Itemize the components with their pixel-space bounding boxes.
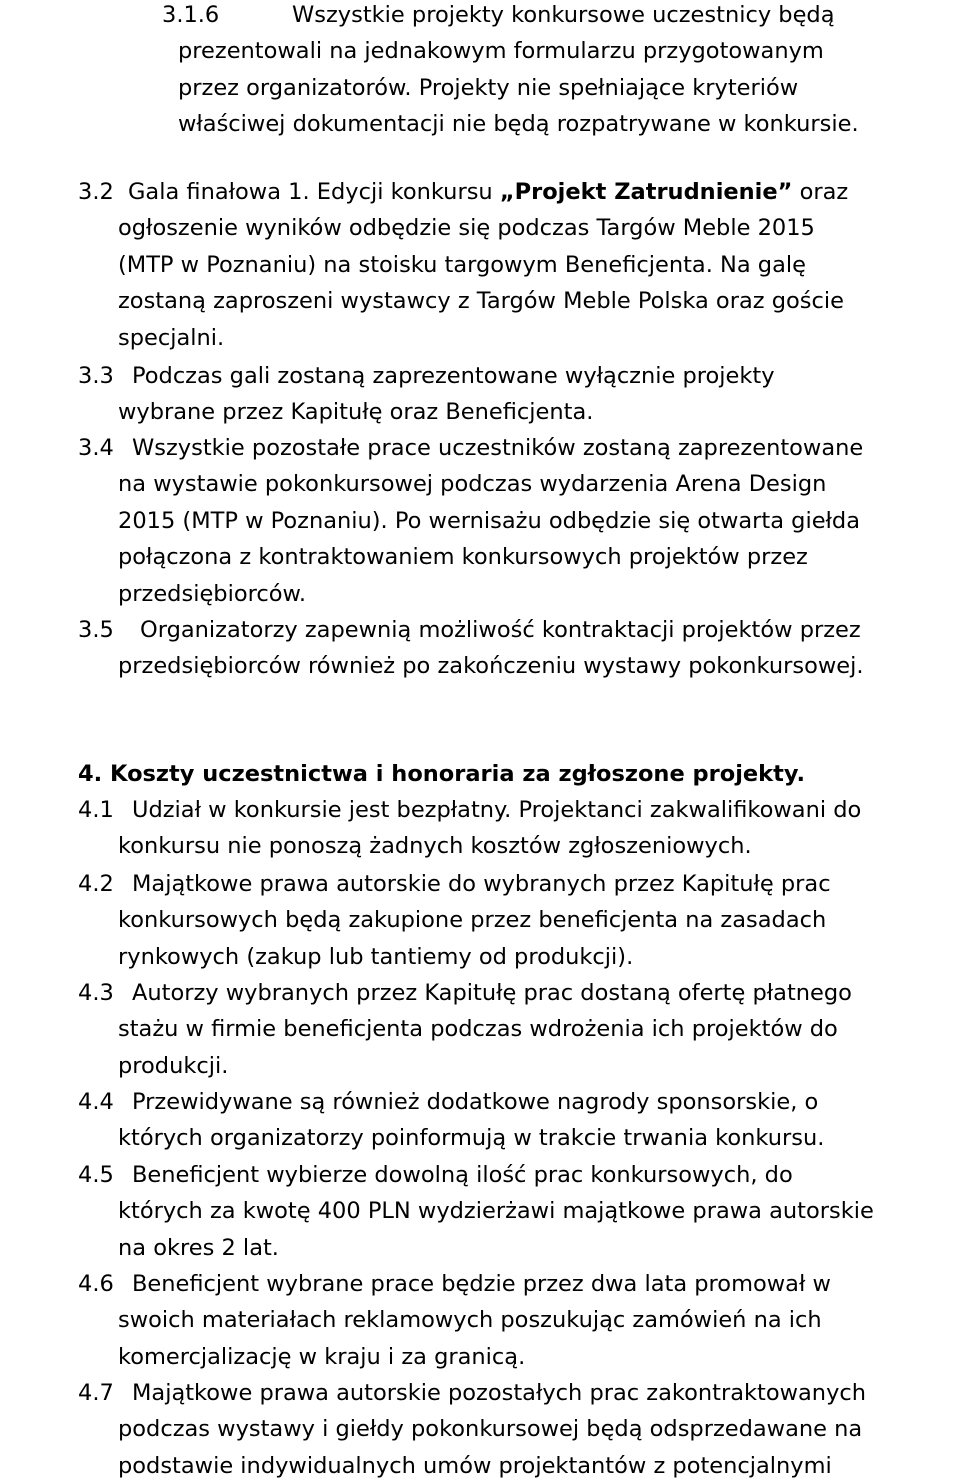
paragraph-line: podczas wystawy i giełdy pokonkursowej będą odsprzedawane na xyxy=(118,1416,863,1443)
paragraph-4-4 xyxy=(78,1084,948,1159)
paragraph-4-3 xyxy=(78,975,948,1087)
item-number: 4.3 xyxy=(78,980,114,1006)
item-number: 4.1 xyxy=(78,797,114,823)
paragraph-4-5 xyxy=(78,1157,953,1269)
paragraph-line: Beneficjent wybrane prace będzie przez dwa lata promował w xyxy=(132,1271,831,1297)
paragraph-4-2 xyxy=(78,866,948,978)
paragraph-4-7 xyxy=(78,1375,958,1479)
item-number: 4.2 xyxy=(78,871,114,897)
paragraph-line: Wszystkie projekty konkursowe uczestnicy będą xyxy=(292,2,835,28)
paragraph-line: Udział w konkursie jest bezpłatny. Projektanci zakwalifikowani do xyxy=(132,797,862,823)
paragraph-3-5 xyxy=(78,612,953,687)
item-number: 4.4 xyxy=(78,1089,114,1115)
paragraph-line: specjalni. xyxy=(118,324,225,351)
item-number: 3.3 xyxy=(78,363,114,389)
paragraph-line: produkcji. xyxy=(118,1052,229,1079)
paragraph-3-2 xyxy=(78,174,948,359)
paragraph-line: rynkowych (zakup lub tantiemy od produkcji). xyxy=(118,943,634,970)
section-heading: 4. Koszty uczestnictwa i honoraria za zgłoszone projekty. xyxy=(78,761,806,787)
paragraph-line: swoich materiałach reklamowych poszukując zamówień na ich xyxy=(118,1307,822,1334)
paragraph-line: na okres 2 lat. xyxy=(118,1234,279,1261)
paragraph-line: stażu w firmie beneficjenta podczas wdrożenia ich projektów do xyxy=(118,1016,838,1043)
paragraph-line: Wszystkie pozostałe prace uczestników zostaną zaprezentowane xyxy=(132,435,864,461)
paragraph-line: Podczas gali zostaną zaprezentowane wyłącznie projekty xyxy=(132,363,775,389)
paragraph-line: zostaną zaproszeni wystawcy z Targów Meble Polska oraz goście xyxy=(118,288,844,315)
paragraph-line: Majątkowe prawa autorskie do wybranych przez Kapitułę prac xyxy=(132,871,831,897)
paragraph-line: przedsiębiorców również po zakończeniu wystawy pokonkursowej. xyxy=(118,653,864,680)
paragraph-line: wybrane przez Kapitułę oraz Beneficjenta. xyxy=(118,399,594,426)
paragraph-line: właściwej dokumentacji nie będą rozpatrywane w konkursie. xyxy=(178,111,859,138)
paragraph-first-line xyxy=(128,174,848,210)
paragraph-3-4 xyxy=(78,430,953,615)
paragraph-line: 2015 (MTP w Poznaniu). Po wernisażu odbędzie się otwarta giełda xyxy=(118,507,861,534)
paragraph-line: (MTP w Poznaniu) na stoisku targowym Beneficjenta. Na galę xyxy=(118,251,806,278)
paragraph-line: przedsiębiorców. xyxy=(118,580,306,607)
paragraph-line: ogłoszenie wyników odbędzie się podczas Targów Meble 2015 xyxy=(118,215,815,242)
paragraph-line: komercjalizację w kraju i za granicą. xyxy=(118,1343,526,1370)
item-number: 4.5 xyxy=(78,1162,114,1188)
text-run: Gala finałowa 1. Edycji konkursu xyxy=(128,179,500,205)
item-number: 3.5 xyxy=(78,617,114,643)
item-number: 4.6 xyxy=(78,1271,114,1297)
item-number: 3.1.6 xyxy=(162,2,220,28)
paragraph-line: Organizatorzy zapewnią możliwość kontraktacji projektów przez xyxy=(140,617,861,643)
paragraph-line: podstawie indywidualnych umów projektantów z potencjalnymi xyxy=(118,1452,832,1479)
paragraph-line: których za kwotę 400 PLN wydzierżawi majątkowe prawa autorskie xyxy=(118,1198,874,1225)
paragraph-line: prezentowali na jednakowym formularzu przygotowanym xyxy=(178,38,824,65)
paragraph-line: Autorzy wybranych przez Kapitułę prac dostaną ofertę płatnego xyxy=(132,980,852,1006)
item-number: 3.2 xyxy=(78,179,114,205)
paragraph-line: Przewidywane są również dodatkowe nagrody sponsorskie, o xyxy=(132,1089,819,1115)
project-name: „Projekt Zatrudnienie” xyxy=(499,179,793,205)
paragraph-line: konkursowych będą zakupione przez beneficjenta na zasadach xyxy=(118,907,827,934)
text-run: oraz xyxy=(792,179,849,205)
item-number: 3.4 xyxy=(78,435,114,461)
item-number: 4.7 xyxy=(78,1380,114,1406)
paragraph-4-1 xyxy=(78,792,948,867)
paragraph-3-1-6 xyxy=(162,0,952,147)
paragraph-3-3 xyxy=(78,358,948,433)
paragraph-line: połączona z kontraktowaniem konkursowych projektów przez xyxy=(118,544,808,571)
paragraph-line: których organizatorzy poinformują w trakcie trwania konkursu. xyxy=(118,1125,825,1152)
paragraph-line: przez organizatorów. Projekty nie spełniające kryteriów xyxy=(178,74,799,101)
paragraph-4-6 xyxy=(78,1266,948,1378)
paragraph-line: Majątkowe prawa autorskie pozostałych prac zakontraktowanych xyxy=(132,1380,867,1406)
paragraph-line: konkursu nie ponoszą żadnych kosztów zgłoszeniowych. xyxy=(118,833,752,860)
paragraph-line: Beneficjent wybierze dowolną ilość prac konkursowych, do xyxy=(132,1162,793,1188)
paragraph-line: na wystawie pokonkursowej podczas wydarzenia Arena Design xyxy=(118,471,827,498)
